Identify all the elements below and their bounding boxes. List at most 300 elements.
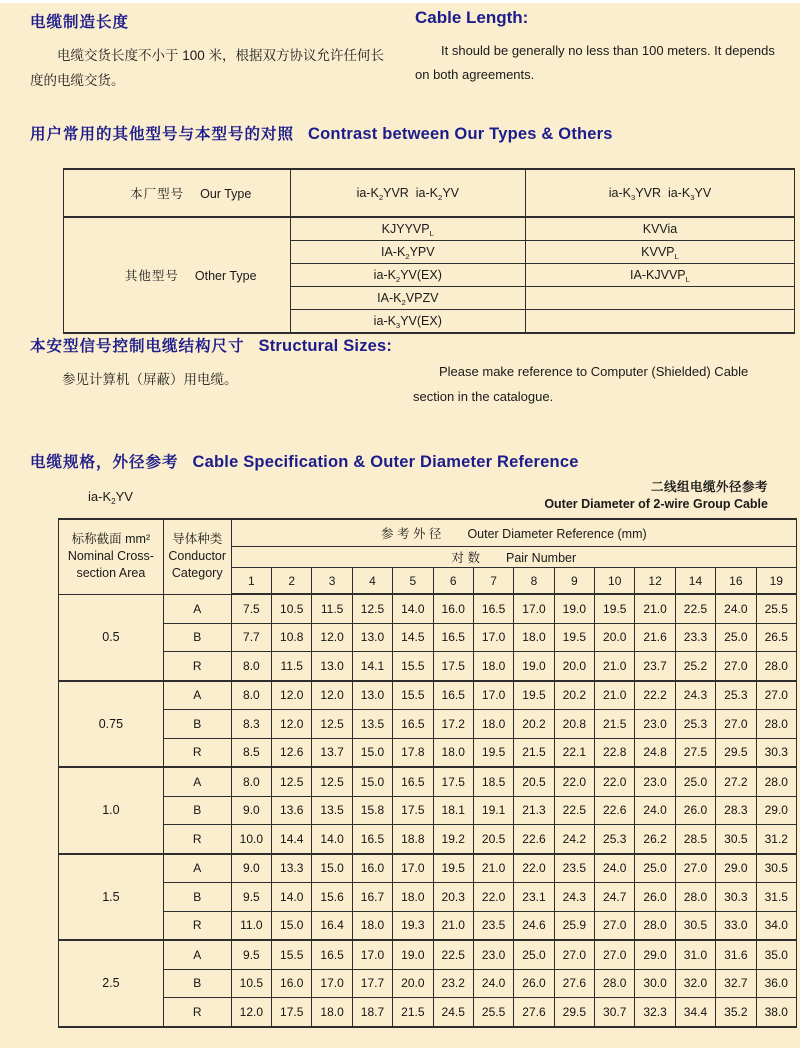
spec-table-row (59, 998, 797, 1027)
diameter-value-cell: 18.0 (473, 710, 513, 739)
diameter-value-cell: 34.4 (675, 998, 715, 1027)
cross-section-header (59, 519, 164, 594)
diameter-value-cell: 22.6 (595, 796, 635, 825)
diameter-value-cell: 17.0 (514, 594, 554, 623)
spec-table-row (59, 738, 797, 767)
other-type-cell (525, 310, 794, 334)
diameter-value-cell: 19.5 (433, 854, 473, 883)
spec-header-row-1 (59, 519, 797, 547)
contrast-section-title (30, 122, 613, 144)
diameter-value-cell: 38.0 (756, 998, 796, 1027)
pair-count-cell: 2 (272, 568, 312, 595)
conductor-category-cell: B (163, 796, 231, 825)
diameter-value-cell: 13.0 (312, 652, 352, 681)
diameter-value-cell: 14.0 (272, 883, 312, 912)
diameter-value-cell: 18.0 (433, 738, 473, 767)
structural-body-zh: 参见计算机（屏蔽）用电缆。 (62, 372, 238, 387)
diameter-value-cell: 19.0 (514, 652, 554, 681)
pair-count-cell: 9 (554, 568, 594, 595)
diameter-value-cell: 17.0 (312, 969, 352, 998)
diameter-value-cell: 21.0 (595, 652, 635, 681)
diameter-value-cell: 25.0 (514, 940, 554, 969)
spec-table-row (59, 940, 797, 969)
diameter-value-cell: 28.5 (675, 825, 715, 854)
spec-table-row (59, 652, 797, 681)
diameter-value-cell: 22.0 (473, 883, 513, 912)
diameter-value-cell: 18.8 (393, 825, 433, 854)
diameter-value-cell: 18.0 (393, 883, 433, 912)
diameter-value-cell: 28.0 (756, 710, 796, 739)
cross-section-header-en1: Nominal Cross- (67, 549, 154, 564)
diameter-value-cell: 20.0 (554, 652, 594, 681)
diameter-value-cell: 22.5 (433, 940, 473, 969)
spec-table-row (59, 969, 797, 998)
diameter-value-cell: 32.3 (635, 998, 675, 1027)
diameter-value-cell: 14.4 (272, 825, 312, 854)
pair-count-cell: 12 (635, 568, 675, 595)
diameter-value-cell: 13.7 (312, 738, 352, 767)
diameter-value-cell: 24.3 (675, 681, 715, 710)
diameter-value-cell: 17.7 (352, 969, 392, 998)
diameter-value-cell: 22.8 (595, 738, 635, 767)
spec-table-row (59, 594, 797, 623)
other-type-row (64, 217, 795, 241)
conductor-category-cell: A (163, 767, 231, 796)
diameter-value-cell: 16.5 (433, 681, 473, 710)
our-type-label-en: Our Type (200, 187, 252, 201)
diameter-value-cell: 30.5 (756, 854, 796, 883)
diameter-value-cell: 18.0 (473, 652, 513, 681)
diameter-value-cell: 23.5 (473, 911, 513, 940)
pair-count-cell: 5 (393, 568, 433, 595)
spec-table-body (59, 594, 797, 1027)
diameter-value-cell: 19.5 (595, 594, 635, 623)
outer-diameter-header (231, 519, 796, 547)
pair-count-cell: 16 (716, 568, 756, 595)
diameter-value-cell: 29.5 (554, 998, 594, 1027)
diameter-value-cell: 12.0 (231, 998, 271, 1027)
diameter-value-cell: 20.0 (595, 623, 635, 652)
diameter-value-cell: 17.5 (433, 767, 473, 796)
diameter-value-cell: 32.7 (716, 969, 756, 998)
diameter-value-cell: 19.0 (554, 594, 594, 623)
diameter-value-cell: 19.3 (393, 911, 433, 940)
conductor-category-cell: B (163, 969, 231, 998)
diameter-value-cell: 21.0 (433, 911, 473, 940)
diameter-value-cell: 17.0 (473, 623, 513, 652)
spec-table-row (59, 825, 797, 854)
diameter-value-cell: 16.0 (272, 969, 312, 998)
diameter-value-cell: 8.0 (231, 652, 271, 681)
diameter-value-cell: 27.5 (675, 738, 715, 767)
conductor-category-cell: B (163, 623, 231, 652)
diameter-value-cell: 29.5 (716, 738, 756, 767)
diameter-value-cell: 16.0 (433, 594, 473, 623)
cross-section-cell: 0.75 (59, 681, 164, 768)
diameter-value-cell: 15.8 (352, 796, 392, 825)
diameter-value-cell: 8.0 (231, 681, 271, 710)
diameter-value-cell: 10.5 (231, 969, 271, 998)
other-type-label-cell (64, 217, 291, 333)
diameter-value-cell: 24.0 (716, 594, 756, 623)
diameter-value-cell: 19.0 (393, 940, 433, 969)
diameter-value-cell: 13.6 (272, 796, 312, 825)
diameter-value-cell: 16.5 (473, 594, 513, 623)
diameter-value-cell: 25.9 (554, 911, 594, 940)
diameter-value-cell: 21.5 (595, 710, 635, 739)
table-note-zh: 二线组电缆外径参考 (650, 480, 768, 494)
cable-length-title-en: Cable Length: (415, 8, 529, 27)
diameter-value-cell: 12.5 (312, 710, 352, 739)
diameter-value-cell: 13.5 (312, 796, 352, 825)
cross-section-header-en2: section Area (76, 566, 146, 581)
conductor-category-cell: R (163, 998, 231, 1027)
diameter-value-cell: 13.5 (352, 710, 392, 739)
diameter-value-cell: 16.7 (352, 883, 392, 912)
diameter-value-cell: 7.7 (231, 623, 271, 652)
structural-section-title (30, 334, 392, 356)
diameter-value-cell: 18.7 (352, 998, 392, 1027)
spec-table-row (59, 710, 797, 739)
diameter-value-cell: 12.0 (272, 681, 312, 710)
diameter-value-cell: 17.0 (352, 940, 392, 969)
diameter-value-cell: 12.5 (272, 767, 312, 796)
diameter-value-cell: 26.0 (635, 883, 675, 912)
diameter-value-cell: 19.2 (433, 825, 473, 854)
outer-diameter-header-zh: 参 考 外 径 (381, 527, 442, 541)
spec-table (58, 518, 797, 1028)
diameter-value-cell: 15.0 (312, 854, 352, 883)
diameter-value-cell: 7.5 (231, 594, 271, 623)
diameter-value-cell: 9.5 (231, 940, 271, 969)
diameter-value-cell: 24.2 (554, 825, 594, 854)
diameter-value-cell: 20.8 (554, 710, 594, 739)
other-type-cell: $ia-K_3YV(EX)$ (290, 310, 525, 334)
diameter-value-cell: 23.7 (635, 652, 675, 681)
diameter-value-cell: 16.5 (352, 825, 392, 854)
our-type-row (64, 169, 795, 217)
diameter-value-cell: 16.5 (312, 940, 352, 969)
diameter-value-cell: 27.2 (716, 767, 756, 796)
diameter-value-cell: 23.0 (635, 767, 675, 796)
diameter-value-cell: 25.3 (675, 710, 715, 739)
diameter-value-cell: 18.0 (312, 998, 352, 1027)
diameter-value-cell: 27.0 (554, 940, 594, 969)
structural-body-en: Please make reference to Computer (Shielded) Cable section in the catalogue. (413, 364, 749, 404)
diameter-value-cell: 25.0 (675, 767, 715, 796)
structural-title-zh: 本安型信号控制电缆结构尺寸 (30, 338, 245, 355)
spec-title-zh: 电缆规格，外径参考 (30, 454, 179, 471)
pair-count-cell: 14 (675, 568, 715, 595)
cross-section-cell: 0.5 (59, 594, 164, 681)
conductor-category-cell: A (163, 681, 231, 710)
conductor-category-cell: A (163, 594, 231, 623)
diameter-value-cell: 35.0 (756, 940, 796, 969)
conductor-category-cell: A (163, 940, 231, 969)
diameter-value-cell: 20.0 (393, 969, 433, 998)
diameter-value-cell: 11.0 (231, 911, 271, 940)
diameter-value-cell: 21.6 (635, 623, 675, 652)
cable-length-body-zh: 电缆交货长度不小于 100 米，根据双方协议允许任何长度的电缆交货。 (30, 48, 385, 88)
table-note (428, 477, 768, 511)
diameter-value-cell: 12.6 (272, 738, 312, 767)
other-type-cell: $KJYYVP_L$ (290, 217, 525, 241)
diameter-value-cell: 30.5 (675, 911, 715, 940)
diameter-value-cell: 9.0 (231, 796, 271, 825)
diameter-value-cell: 16.0 (352, 854, 392, 883)
diameter-value-cell: 15.5 (272, 940, 312, 969)
diameter-value-cell: 24.3 (554, 883, 594, 912)
diameter-value-cell: 24.7 (595, 883, 635, 912)
cross-section-cell: 2.5 (59, 940, 164, 1027)
diameter-value-cell: 14.0 (393, 594, 433, 623)
diameter-value-cell: 24.8 (635, 738, 675, 767)
diameter-value-cell: 22.1 (554, 738, 594, 767)
our-type-label-zh: 本厂型号 (130, 187, 185, 201)
diameter-value-cell: 21.3 (514, 796, 554, 825)
diameter-value-cell: 17.2 (433, 710, 473, 739)
diameter-value-cell: 26.0 (514, 969, 554, 998)
diameter-value-cell: 17.0 (473, 681, 513, 710)
spec-table-row (59, 767, 797, 796)
diameter-value-cell: 16.5 (393, 767, 433, 796)
diameter-value-cell: 9.0 (231, 854, 271, 883)
spec-table-row (59, 796, 797, 825)
diameter-value-cell: 11.5 (272, 652, 312, 681)
diameter-value-cell: 13.0 (352, 681, 392, 710)
diameter-value-cell: 28.0 (635, 911, 675, 940)
diameter-value-cell: 36.0 (756, 969, 796, 998)
diameter-value-cell: 12.0 (312, 623, 352, 652)
diameter-value-cell: 23.0 (473, 940, 513, 969)
diameter-value-cell: 19.5 (554, 623, 594, 652)
diameter-value-cell: 17.0 (393, 854, 433, 883)
pair-count-cell: 1 (231, 568, 271, 595)
diameter-value-cell: 21.0 (473, 854, 513, 883)
table-note-en: Outer Diameter of 2-wire Group Cable (544, 497, 768, 511)
diameter-value-cell: 15.6 (312, 883, 352, 912)
diameter-value-cell: 20.5 (514, 767, 554, 796)
diameter-value-cell: 28.3 (716, 796, 756, 825)
diameter-value-cell: 20.2 (554, 681, 594, 710)
diameter-value-cell: 23.2 (433, 969, 473, 998)
diameter-value-cell: 8.0 (231, 767, 271, 796)
diameter-value-cell: 12.5 (312, 767, 352, 796)
pair-count-cell: 6 (433, 568, 473, 595)
cable-length-body-en: It should be generally no less than 100 meters. It depends on both agreements. (415, 43, 775, 82)
diameter-value-cell: 21.5 (514, 738, 554, 767)
diameter-value-cell: 13.3 (272, 854, 312, 883)
diameter-value-cell: 27.0 (595, 911, 635, 940)
diameter-value-cell: 25.5 (756, 594, 796, 623)
diameter-value-cell: 29.0 (635, 940, 675, 969)
diameter-value-cell: 18.0 (514, 623, 554, 652)
contrast-title-zh: 用户常用的其他型号与本型号的对照 (30, 126, 295, 143)
diameter-value-cell: 22.0 (514, 854, 554, 883)
diameter-value-cell: 27.6 (514, 998, 554, 1027)
cable-type-label: $ia-K_2YV$ (88, 489, 133, 506)
cross-section-cell: 1.5 (59, 854, 164, 941)
spec-table-row (59, 883, 797, 912)
diameter-value-cell: 26.2 (635, 825, 675, 854)
diameter-value-cell: 25.3 (595, 825, 635, 854)
spec-title-en: Cable Specification & Outer Diameter Reference (192, 453, 579, 471)
type-contrast-table (63, 168, 795, 334)
conductor-category-cell: A (163, 854, 231, 883)
diameter-value-cell: 30.5 (716, 825, 756, 854)
diameter-value-cell: 28.0 (675, 883, 715, 912)
diameter-value-cell: 17.5 (433, 652, 473, 681)
pair-count-cell: 3 (312, 568, 352, 595)
pair-number-header-en: Pair Number (505, 551, 577, 565)
conductor-category-cell: R (163, 911, 231, 940)
diameter-value-cell: 27.0 (716, 652, 756, 681)
diameter-value-cell: 19.5 (473, 738, 513, 767)
conductor-category-cell: R (163, 825, 231, 854)
diameter-value-cell: 34.0 (756, 911, 796, 940)
diameter-value-cell: 25.3 (716, 681, 756, 710)
conductor-category-cell: R (163, 738, 231, 767)
diameter-value-cell: 15.5 (393, 681, 433, 710)
diameter-value-cell: 22.5 (554, 796, 594, 825)
our-type-cell: $ia-K_2YVR$ $ia-K_2YV$ (290, 169, 525, 217)
diameter-value-cell: 24.6 (514, 911, 554, 940)
diameter-value-cell: 11.5 (312, 594, 352, 623)
other-type-cell: $KVVP_L$ (525, 241, 794, 264)
diameter-value-cell: 17.5 (272, 998, 312, 1027)
diameter-value-cell: 30.3 (716, 883, 756, 912)
our-type-cell: $ia-K_3YVR$ $ia-K_3YV$ (525, 169, 794, 217)
diameter-value-cell: 29.0 (756, 796, 796, 825)
diameter-value-cell: 28.0 (595, 969, 635, 998)
diameter-value-cell: 22.5 (675, 594, 715, 623)
diameter-value-cell: 25.0 (635, 854, 675, 883)
diameter-value-cell: 10.8 (272, 623, 312, 652)
diameter-value-cell: 9.5 (231, 883, 271, 912)
diameter-value-cell: 35.2 (716, 998, 756, 1027)
pair-number-header (231, 547, 796, 568)
other-type-cell: $ia-K_2YV(EX)$ (290, 264, 525, 287)
diameter-value-cell: 31.0 (675, 940, 715, 969)
diameter-value-cell: 15.0 (272, 911, 312, 940)
diameter-value-cell: 22.6 (514, 825, 554, 854)
conductor-header-en1: Conductor (168, 549, 227, 564)
diameter-value-cell: 24.5 (433, 998, 473, 1027)
diameter-value-cell: 17.8 (393, 738, 433, 767)
diameter-value-cell: 22.2 (635, 681, 675, 710)
diameter-value-cell: 18.5 (473, 767, 513, 796)
section-cable-length-en (415, 8, 787, 87)
pair-number-header-zh: 对 数 (451, 551, 480, 565)
spec-table-row (59, 911, 797, 940)
diameter-value-cell: 20.5 (473, 825, 513, 854)
cross-section-cell: 1.0 (59, 767, 164, 854)
spec-table-row (59, 854, 797, 883)
diameter-value-cell: 14.1 (352, 652, 392, 681)
other-type-cell: $IA-KJVVP_L$ (525, 264, 794, 287)
diameter-value-cell: 16.5 (393, 710, 433, 739)
diameter-value-cell: 8.3 (231, 710, 271, 739)
diameter-value-cell: 25.0 (716, 623, 756, 652)
diameter-value-cell: 17.5 (393, 796, 433, 825)
our-type-label-cell (64, 169, 291, 217)
diameter-value-cell: 21.5 (393, 998, 433, 1027)
diameter-value-cell: 27.0 (675, 854, 715, 883)
structural-title-en: Structural Sizes: (258, 337, 393, 355)
other-type-cell: $IA-K_2VPZV$ (290, 287, 525, 310)
other-type-cell (525, 287, 794, 310)
spec-table-row (59, 681, 797, 710)
diameter-value-cell: 22.0 (554, 767, 594, 796)
diameter-value-cell: 33.0 (716, 911, 756, 940)
diameter-value-cell: 18.0 (352, 911, 392, 940)
other-type-cell: KVVia (525, 217, 794, 241)
diameter-value-cell: 19.1 (473, 796, 513, 825)
diameter-value-cell: 15.0 (352, 738, 392, 767)
diameter-value-cell: 21.0 (635, 594, 675, 623)
diameter-value-cell: 12.0 (312, 681, 352, 710)
pair-count-cell: 4 (352, 568, 392, 595)
diameter-value-cell: 25.2 (675, 652, 715, 681)
diameter-value-cell: 15.5 (393, 652, 433, 681)
diameter-value-cell: 21.0 (595, 681, 635, 710)
diameter-value-cell: 31.2 (756, 825, 796, 854)
other-type-label-zh: 其他型号 (124, 269, 179, 283)
cable-length-title-zh: 电缆制造长度 (30, 14, 130, 31)
diameter-value-cell: 23.5 (554, 854, 594, 883)
diameter-value-cell: 24.0 (635, 796, 675, 825)
conductor-category-header (163, 519, 231, 594)
contrast-title-en: Contrast between Our Types & Others (308, 125, 613, 143)
diameter-value-cell: 27.0 (756, 681, 796, 710)
diameter-value-cell: 27.0 (716, 710, 756, 739)
diameter-value-cell: 18.1 (433, 796, 473, 825)
diameter-value-cell: 24.0 (473, 969, 513, 998)
conductor-header-en2: Category (171, 566, 223, 581)
diameter-value-cell: 16.4 (312, 911, 352, 940)
diameter-value-cell: 26.0 (675, 796, 715, 825)
diameter-value-cell: 16.5 (433, 623, 473, 652)
diameter-value-cell: 32.0 (675, 969, 715, 998)
diameter-value-cell: 12.0 (272, 710, 312, 739)
diameter-value-cell: 12.5 (352, 594, 392, 623)
diameter-value-cell: 23.3 (675, 623, 715, 652)
diameter-value-cell: 28.0 (756, 767, 796, 796)
diameter-value-cell: 14.5 (393, 623, 433, 652)
page-top-edge (0, 0, 800, 3)
diameter-value-cell: 15.0 (352, 767, 392, 796)
diameter-value-cell: 10.5 (272, 594, 312, 623)
diameter-value-cell: 20.2 (514, 710, 554, 739)
pair-count-cell: 10 (595, 568, 635, 595)
pair-count-cell: 8 (514, 568, 554, 595)
conductor-header-zh: 导体种类 (172, 532, 223, 547)
spec-table-row (59, 623, 797, 652)
cross-section-header-zh: 标称截面 mm² (71, 532, 151, 547)
diameter-value-cell: 30.0 (635, 969, 675, 998)
diameter-value-cell: 31.5 (756, 883, 796, 912)
diameter-value-cell: 14.0 (312, 825, 352, 854)
diameter-value-cell: 23.0 (635, 710, 675, 739)
other-type-cell: $IA-K_2YPV$ (290, 241, 525, 264)
diameter-value-cell: 27.0 (595, 940, 635, 969)
diameter-value-cell: 13.0 (352, 623, 392, 652)
other-type-label-en: Other Type (194, 269, 257, 283)
outer-diameter-header-en: Outer Diameter Reference (mm) (467, 527, 647, 541)
diameter-value-cell: 20.3 (433, 883, 473, 912)
spec-section-title (30, 450, 579, 472)
pair-count-cell: 7 (473, 568, 513, 595)
